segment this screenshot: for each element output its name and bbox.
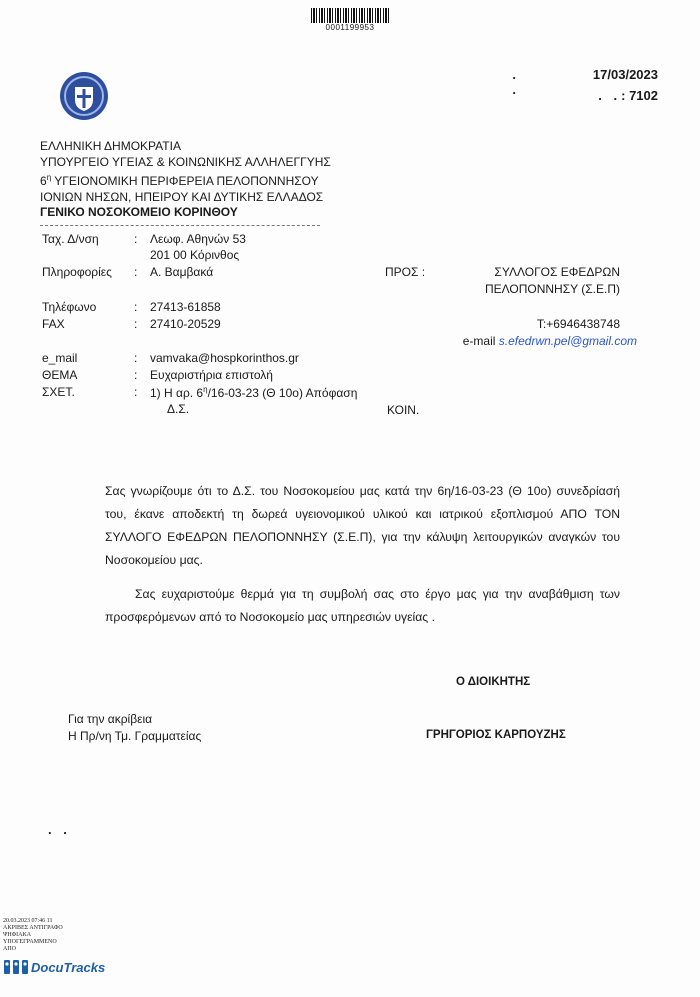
phone-label: Τηλέφωνο [42,300,97,314]
stamp-line-5: ΑΠΟ [3,946,16,952]
address-label: Ταχ. Δ/νση [42,232,99,246]
phone-colon: : [134,300,138,314]
director-title: Ο ΔΙΟΙΚΗΤΗΣ [456,676,531,688]
reference-line-2: Δ.Σ. [167,402,190,416]
reference-colon: : [134,385,138,399]
email-label: e_mail [42,351,78,365]
date-value: 17/03/2023 [592,67,658,82]
protocol-dots: . . [598,88,622,103]
info-value: Α. Βαμβακά [150,265,214,279]
recipient-line-2: ΠΕΛΟΠΟΝΝΗΣΥ (Σ.Ε.Π) [484,282,620,296]
greek-state-emblem-icon [58,70,110,122]
address-colon: : [134,232,138,246]
recipient-phone: Τ:+6946438748 [536,317,620,331]
recipient-email-label: e-mail [462,334,496,348]
email-colon: : [134,351,138,365]
fax-label: FAX [42,317,65,331]
reference-rest: /16-03-23 (Θ 10ο) Απόφαση [207,386,358,400]
header-line-2: ΥΠΟΥΡΓΕΙΟ ΥΓΕΙΑΣ & ΚΟΙΝΩΝΙΚΗΣ ΑΛΛΗΛΕΓΓΥΗΣ [40,154,331,169]
header-line-4: ΙΟΝΙΩΝ ΝΗΣΩΝ, ΗΠΕΙΡΟΥ ΚΑΙ ΔΥΤΙΚΗΣ ΕΛΛΑΔΟΣ [40,189,324,204]
director-name: ΓΡΗΓΟΡΙΟΣ ΚΑΡΠΟΥΖΗΣ [426,729,566,741]
accuracy-line-1: Για την ακρίβεια [68,712,153,726]
hospital-name: ΓΕΝΙΚΟ ΝΟΣΟΚΟΜΕΙΟ ΚΟΡΙΝΘΟΥ [40,205,238,219]
address-line-1: Λεωφ. Αθηνών 53 [150,232,246,246]
body-paragraph-2: Σας ευχαριστούμε θερμά για τη συμβολή σας στο έργο μας για την αναβάθμιση των προσφερόμενων από το Νοσοκομείο μας υπηρεσιών υγείας . [105,587,620,624]
protocol-number [520,88,658,103]
subject-label: ΘΕΜΑ [42,368,78,382]
barcode-number: 0001199953 [325,23,375,32]
fax-colon: : [134,317,138,331]
info-label: Πληροφορίες [42,265,112,279]
body-paragraph-1: Σας γνωρίζουμε ότι το Δ.Σ. του Νοσοκομείου μας κατά την 6η/16-03-23 (Θ 10ο) συνεδρίασή του, έκανε αποδεκτή τη δωρεά υγειονομικού υλικού και ιατρικού εξοπλισμού ΑΠΟ ΤΟΝ ΣΥΛΛΟΓΟ ΕΦΕΔΡΩΝ ΠΕΛΟΠΟΝΝΗΣΥ (Σ.Ε.Π), για την κάλυψη λειτουργικών αναγκών του Νοσοκομείου μας. [105,484,620,567]
stamp-line-1: 20.03.2023 07:46 11 [3,918,53,924]
region-name: ΥΓΕΙΟΝΟΜΙΚΗ ΠΕΡΙΦΕΡΕΙΑ ΠΕΛΟΠΟΝΝΗΣΟΥ [54,174,319,188]
stamp-line-2: ΑΚΡΙΒΕΣ ΑΝΤΙΓΡΑΦΟ [3,925,63,931]
docutracks-logo [3,958,105,976]
docutracks-logo-text: DocuTracks [31,960,106,975]
barcode [311,8,389,23]
subject-colon: : [134,368,138,382]
header-line-1: ΕΛΛΗΝΙΚΗ ΔΗΜΟΚΡΑΤΙΑ [40,139,181,153]
bottom-dots: . . [48,822,71,837]
stamp-line-3: ΨΗΦΙΑΚΑ [3,932,32,938]
reference-label: ΣΧΕΤ. [42,385,75,399]
digital-signature-stamp [3,918,63,953]
accuracy-line-2: Η Πρ/νη Τμ. Γραμματείας [68,729,202,743]
recipient-email-line [420,334,637,348]
phone-value: 27413-61858 [150,300,221,314]
protocol-value: : 7102 [621,88,658,103]
recipient-line-1: ΣΥΛΛΟΓΟΣ ΕΦΕΔΡΩΝ [494,265,620,279]
region-sup: η [46,173,52,182]
info-colon: : [134,265,138,279]
header-line-3 [40,170,331,190]
address-line-2: 201 00 Κόρινθος [150,248,240,262]
email-value: vamvaka@hospkorinthos.gr [150,351,299,365]
reference-sup: η [203,385,208,394]
subject-value: Ευχαριστήρια επιστολή [150,368,273,382]
reference-prefix: 1) Η αρ. 6 [150,386,204,400]
fax-value: 27410-20529 [150,317,221,331]
date-dots: . . [512,67,520,97]
header-divider [40,225,320,226]
koin-label: ΚΟΙΝ. [387,403,420,417]
docutracks-mark-icon [3,958,29,976]
region-number: 6 [40,174,47,188]
reference-line-1 [150,385,357,400]
recipient-email[interactable]: s.efedrwn.pel@gmail.com [498,334,637,348]
to-label: ΠΡΟΣ : [385,265,426,279]
stamp-line-4: ΥΠΟΓΕΓΡΑΜΜΕΝΟ [3,939,57,945]
issuer-header [40,139,331,221]
